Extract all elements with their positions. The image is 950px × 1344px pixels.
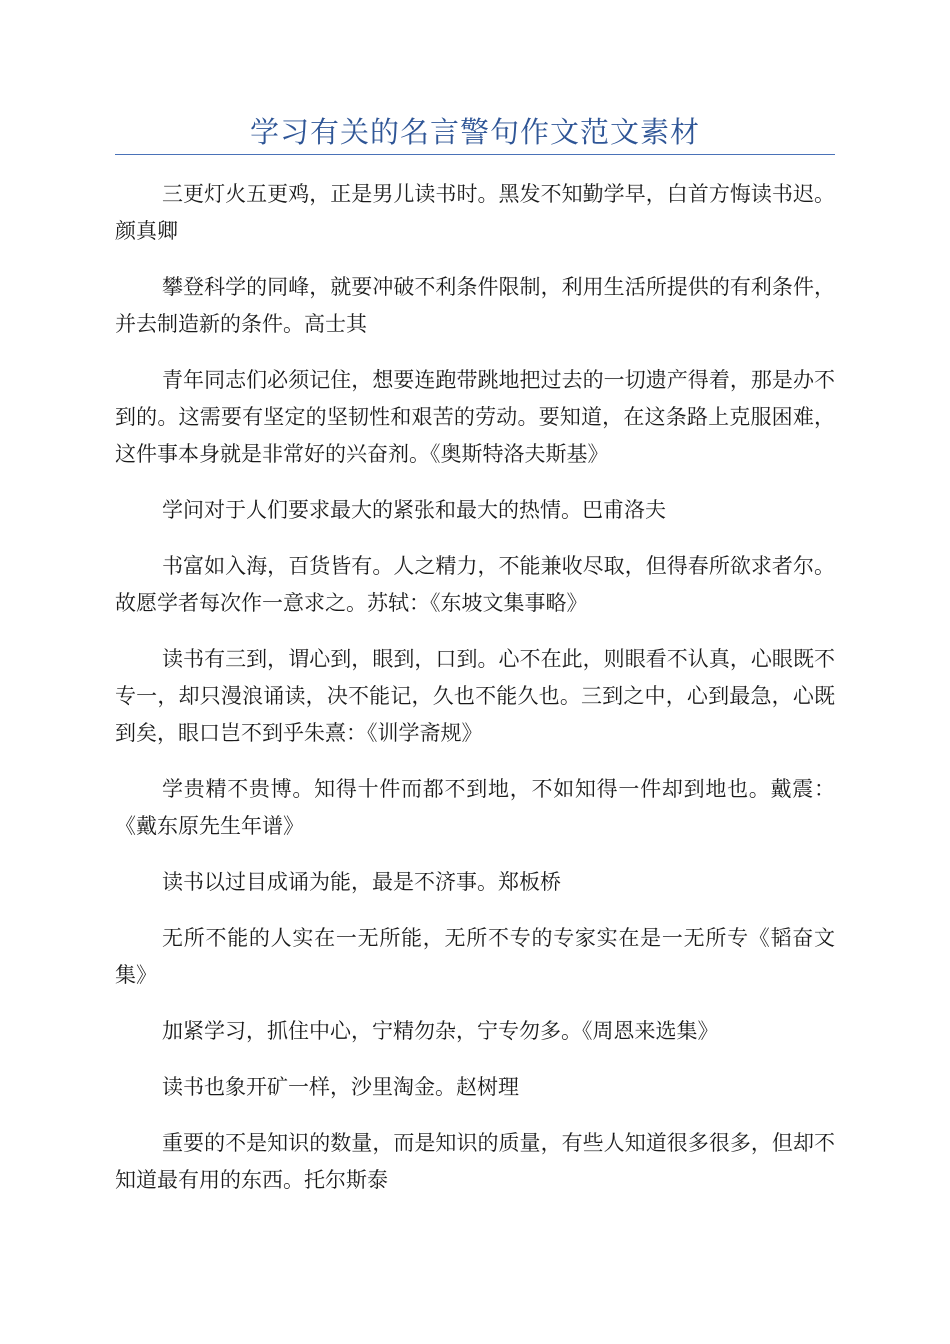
quote-paragraph: 加紧学习，抓住中心，宁精勿杂，宁专勿多。《周恩来选集》 bbox=[162, 1019, 719, 1043]
quote-paragraph: 重要的不是知识的数量，而是知识的质量，有些人知道很多很多，但却不知道最有用的东西。托尔斯泰 bbox=[115, 1131, 835, 1192]
quote-paragraph: 读书有三到，谓心到，眼到，口到。心不在此，则眼看不认真，心眼既不专一，却只漫浪诵读，决不能记，久也不能久也。三到之中，心到最急，心既到矣，眼口岂不到乎朱熹：《训学斋规》 bbox=[115, 647, 835, 745]
quote-paragraph: 学贵精不贵博。知得十件而都不到地，不如知得一件却到地也。戴震：《戴东原先生年谱》 bbox=[115, 777, 835, 838]
document-body bbox=[115, 176, 835, 1218]
quote-paragraph: 学问对于人们要求最大的紧张和最大的热情。巴甫洛夫 bbox=[162, 498, 666, 522]
title-underline bbox=[115, 154, 835, 155]
document-title: 学习有关的名言警句作文范文素材 bbox=[249, 115, 700, 149]
quote-paragraph: 攀登科学的同峰，就要冲破不利条件限制，利用生活所提供的有利条件，并去制造新的条件。高士其 bbox=[115, 275, 835, 336]
quote-paragraph: 无所不能的人实在一无所能，无所不专的专家实在是一无所专《韬奋文集》 bbox=[115, 926, 835, 987]
quote-paragraph: 三更灯火五更鸡，正是男儿读书时。黑发不知勤学早，白首方悔读书迟。颜真卿 bbox=[115, 182, 835, 243]
quote-paragraph: 读书以过目成诵为能，最是不济事。郑板桥 bbox=[162, 870, 561, 894]
quote-paragraph: 书富如入海，百货皆有。人之精力，不能兼收尽取，但得春所欲求者尔。故愿学者每次作一意求之。苏轼：《东坡文集事略》 bbox=[115, 554, 835, 615]
quote-paragraph: 青年同志们必须记住，想要连跑带跳地把过去的一切遗产得着，那是办不到的。这需要有坚定的坚韧性和艰苦的劳动。要知道，在这条路上克服困难，这件事本身就是非常好的兴奋剂。《奥斯特洛夫斯基》 bbox=[115, 368, 835, 466]
quote-paragraph: 读书也象开矿一样，沙里淘金。赵树理 bbox=[162, 1075, 519, 1099]
